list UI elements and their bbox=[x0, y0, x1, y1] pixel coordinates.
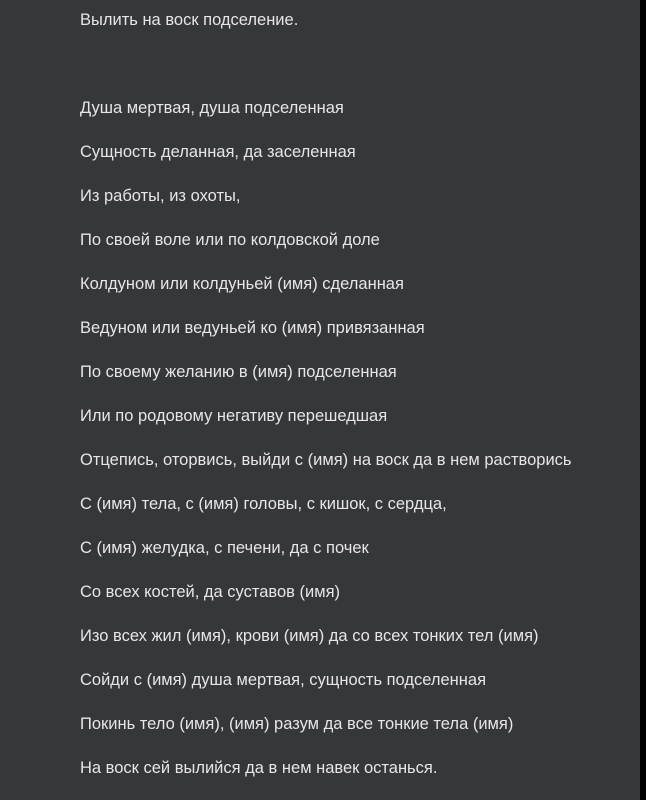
text-line-12: Со всех костей, да суставов (имя) bbox=[80, 583, 341, 601]
text-line-5: Колдуном или колдуньей (имя) сделанная bbox=[80, 275, 404, 293]
text-line-11: С (имя) желудка, с печени, да с почек bbox=[80, 539, 369, 557]
text-line-15: Покинь тело (имя), (имя) разум да все тонкие тела (имя) bbox=[80, 715, 514, 733]
text-line-4: По своей воле или по колдовской доле bbox=[80, 231, 380, 249]
text-line-9: Отцепись, оторвись, выйди с (имя) на воск да в нем растворись bbox=[80, 451, 572, 469]
heading-line: Вылить на воск подселение. bbox=[80, 11, 299, 29]
text-line-2: Сущность деланная, да заселенная bbox=[80, 143, 356, 161]
text-line-14: Сойди с (имя) душа мертвая, сущность подселенная bbox=[80, 671, 487, 689]
right-edge-strip bbox=[640, 0, 646, 800]
text-line-7: По своему желанию в (имя) подселенная bbox=[80, 363, 397, 381]
text-line-1: Душа мертвая, душа подселенная bbox=[80, 99, 344, 117]
text-line-16: На воск сей вылийся да в нем навек останься. bbox=[80, 759, 438, 777]
text-line-10: С (имя) тела, с (имя) головы, с кишок, с сердца, bbox=[80, 495, 447, 513]
text-line-8: Или по родовому негативу перешедшая bbox=[80, 407, 388, 425]
text-line-3: Из работы, из охоты, bbox=[80, 187, 241, 205]
text-line-6: Ведуном или ведуньей ко (имя) привязанная bbox=[80, 319, 425, 337]
text-line-13: Изо всех жил (имя), крови (имя) да со всех тонких тел (имя) bbox=[80, 627, 539, 645]
